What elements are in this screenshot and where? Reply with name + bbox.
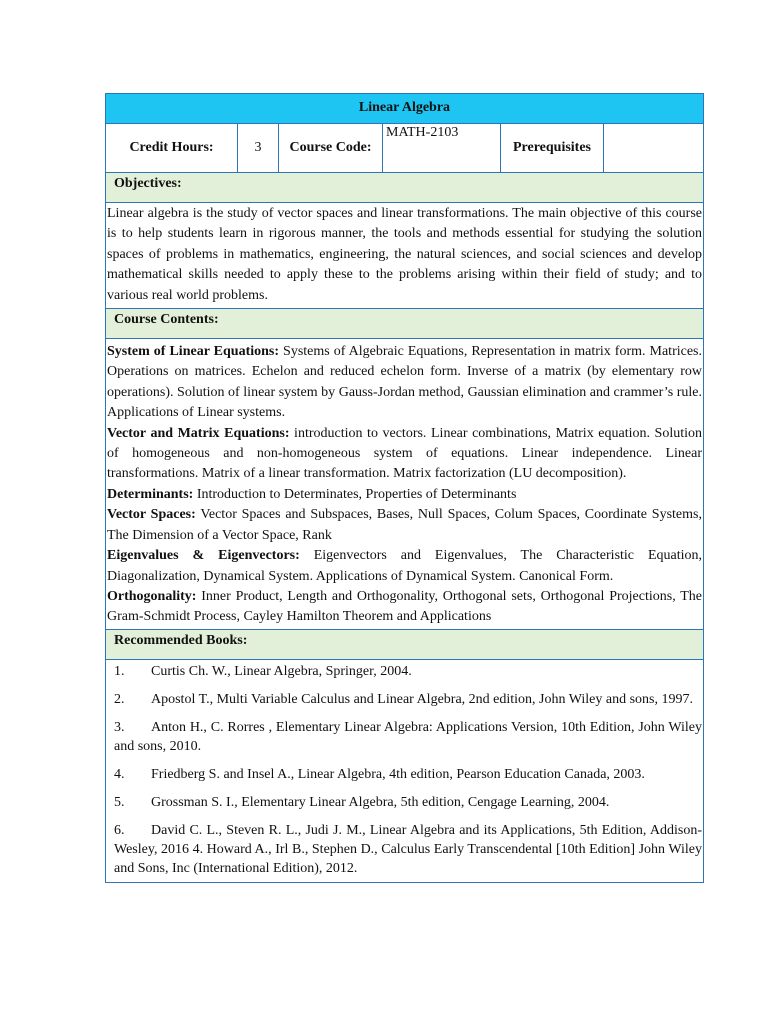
book-item bbox=[114, 718, 702, 756]
topic-title: Determinants: bbox=[107, 486, 194, 502]
topic-determinants bbox=[107, 485, 702, 505]
book-item bbox=[114, 690, 702, 709]
course-code-value: MATH-2103 bbox=[383, 124, 501, 172]
topic-orthogonality bbox=[107, 587, 702, 628]
topic-title: System of Linear Equations: bbox=[107, 344, 280, 360]
topic-title: Eigenvalues & Eigenvectors: bbox=[107, 548, 300, 564]
topic-vector-matrix-equations bbox=[107, 424, 702, 485]
topic-text: Vector Spaces and Subspaces, Bases, Null Spaces, Colum Spaces, Coordinate Systems, The Dimension of a Vector Space, Rank bbox=[107, 507, 702, 543]
book-number: 4. bbox=[114, 766, 125, 782]
book-number: 3. bbox=[114, 719, 125, 735]
credit-hours-label: Credit Hours: bbox=[106, 124, 238, 172]
prerequisites-value bbox=[604, 124, 703, 172]
prerequisites-label: Prerequisites bbox=[501, 124, 604, 172]
book-text: Friedberg S. and Insel A., Linear Algebra, 4th edition, Pearson Education Canada, 2003. bbox=[151, 766, 645, 782]
course-contents-heading: Course Contents: bbox=[105, 309, 704, 339]
topic-title: Vector and Matrix Equations: bbox=[107, 425, 290, 441]
course-contents-body bbox=[105, 339, 704, 630]
book-number: 6. bbox=[114, 822, 125, 838]
topic-linear-equations bbox=[107, 342, 702, 424]
topic-vector-spaces bbox=[107, 505, 702, 546]
recommended-books-heading: Recommended Books: bbox=[105, 630, 704, 660]
book-text: Curtis Ch. W., Linear Algebra, Springer, 2004. bbox=[151, 663, 412, 679]
book-text: Grossman S. I., Elementary Linear Algebra, 5th edition, Cengage Learning, 2004. bbox=[151, 794, 610, 810]
course-code-label: Course Code: bbox=[279, 124, 383, 172]
topic-title: Vector Spaces: bbox=[107, 507, 196, 523]
recommended-books-list bbox=[105, 660, 704, 883]
book-number: 1. bbox=[114, 663, 125, 679]
book-text: Anton H., C. Rorres , Elementary Linear Algebra: Applications Version, 10th Edition, John Wiley and sons, 2010. bbox=[114, 719, 702, 754]
book-number: 2. bbox=[114, 691, 125, 707]
topic-title: Orthogonality: bbox=[107, 588, 197, 604]
objectives-heading: Objectives: bbox=[105, 173, 704, 203]
topic-eigen bbox=[107, 546, 702, 587]
book-text: Apostol T., Multi Variable Calculus and Linear Algebra, 2nd edition, John Wiley and sons, 1997. bbox=[151, 691, 693, 707]
course-title: Linear Algebra bbox=[105, 93, 704, 124]
book-number: 5. bbox=[114, 794, 125, 810]
book-item bbox=[114, 821, 702, 878]
book-item bbox=[114, 765, 702, 784]
book-item bbox=[114, 793, 702, 812]
book-item bbox=[114, 662, 702, 681]
course-outline-table bbox=[105, 93, 704, 883]
book-text: David C. L., Steven R. L., Judi J. M., Linear Algebra and its Applications, 5th Edition, Addison- Wesley, 2016 4. Howard A., Irl B., Stephen D., Calculus Early Transcendental [10th Edition] John Wiley and Sons, Inc (International Edition), 2012. bbox=[114, 822, 702, 876]
topic-text: Eigenvectors and Eigenvalues, The Characteristic Equation, Diagonalization, Dynamical System. Applications of Dynamical System. Canonical Form. bbox=[107, 548, 703, 584]
topic-text: Systems of Algebraic Equations, Representation in matrix form. Matrices. Operations on matrices. Echelon and reduced echelon form. Inverse of a matrix (by elementary row operations). Solution of linear system by Gauss-Jordan method, Gaussian elimination and crammer’s rule. Applications of Linear systems. bbox=[107, 344, 703, 421]
objectives-text: Linear algebra is the study of vector spaces and linear transformations. The main objective of this course is to help students learn in rigorous manner, the tools and methods essential for studying the solution spaces of problems in mathematics, engineering, the natural sciences, and social sciences and develop mathematical skills needed to apply these to the problems arising within their field of study; and to various real world problems. bbox=[105, 203, 704, 309]
topic-text: Introduction to Determinates, Properties of Determinants bbox=[193, 486, 517, 502]
course-info-row bbox=[105, 124, 704, 173]
credit-hours-value: 3 bbox=[238, 124, 279, 172]
topic-text: Inner Product, Length and Orthogonality, Orthogonal sets, Orthogonal Projections, The Gram-Schmidt Process, Cayley Hamilton Theorem and Applications bbox=[107, 588, 702, 625]
topic-text: introduction to vectors. Linear combinations, Matrix equation. Solution of homogeneous and non-homogeneous system of equations. Linear independence. Linear transformations. Matrix of a linear transformation. Matrix factorization (LU decomposition). bbox=[107, 425, 702, 482]
